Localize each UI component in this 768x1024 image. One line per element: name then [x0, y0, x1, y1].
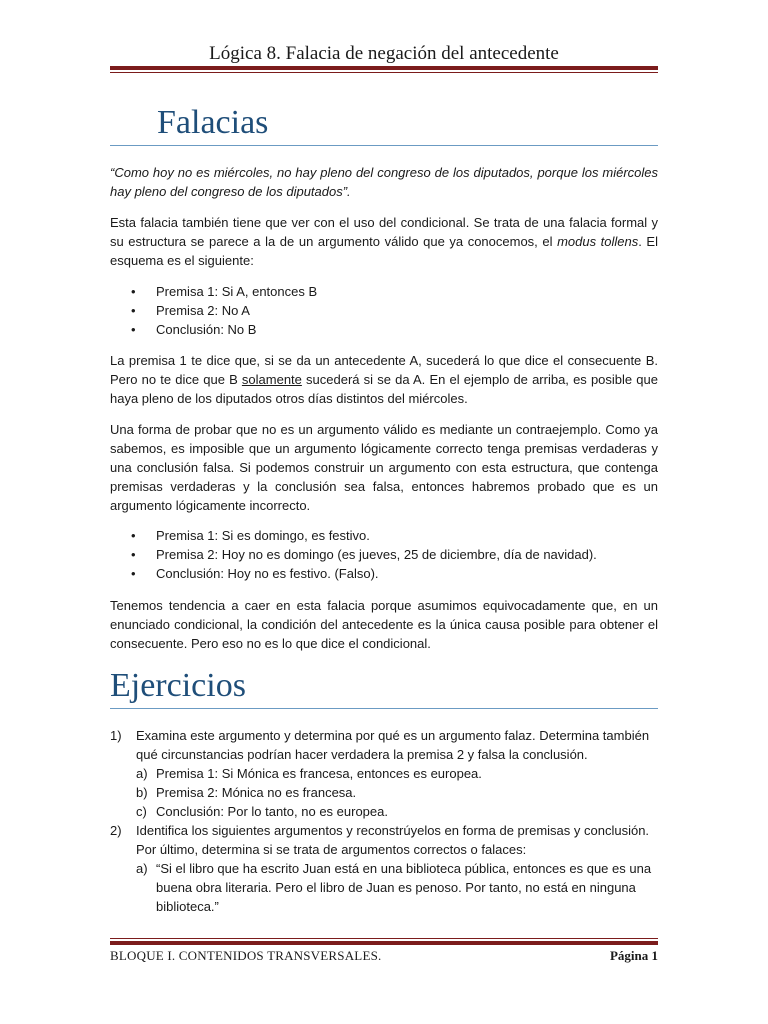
- heading-underline: [110, 145, 658, 146]
- exercise-item-2: 2) Identifica los siguientes argumentos y reconstrúyelos en forma de premisas y conclusión. Por último, determina si se trata de argumentos correctos o falaces:: [110, 823, 650, 857]
- scheme-list: [110, 282, 658, 339]
- list-item: • Premisa 2: Hoy no es domingo (es jueves, 25 de diciembre, día de navidad).: [131, 547, 597, 562]
- exercise-subitem: c) Conclusión: Por lo tanto, no es europea.: [136, 804, 388, 819]
- page-number: Página 1: [609, 948, 658, 963]
- exercise-list: [110, 726, 658, 916]
- paragraph-intro-text-2: . El esquema es el siguiente:: [110, 234, 658, 268]
- paragraph-tendency: Tenemos tendencia a caer en esta falacia porque asumimos equivocadamente que, en un enunciado condicional, la condición del antecedente es la única causa posible para obtener el consecuente. Pero eso no es lo que dice el condicional.: [110, 598, 658, 651]
- list-item: • Premisa 1: Si A, entonces B: [131, 284, 318, 299]
- paragraph-counterexample: Una forma de probar que no es un argumento válido es mediante un contraejemplo. Como ya sabemos, es imposible que un argumento lógicamente correcto tenga premisas verdaderas y una conclusión falsa. Si podemos construir un argumento con esta estructura, que contenga premisas verdaderas y la conclusión sea falsa, entonces habremos probado que es un argumento lógicamente incorrecto.: [110, 422, 658, 513]
- list-item: • Premisa 2: No A: [131, 303, 250, 318]
- paragraph-intro-text-1: Esta falacia también tiene que ver con el uso del condicional. Se trata de una falacia formal y su estructura se parece a la de un argumento válido que ya conocemos, el: [110, 215, 658, 249]
- counterexample-list: [110, 526, 658, 583]
- footer-block-label: BLOQUE I. CONTENIDOS TRANSVERSALES.: [110, 948, 382, 963]
- paragraph-intro-italic: modus tollens: [557, 234, 639, 249]
- section-heading-falacias: Falacias: [157, 104, 269, 141]
- paragraph-explanation: [110, 351, 658, 408]
- paragraph-explanation-underline: solamente: [241, 372, 302, 387]
- exercise-subitem: b) Premisa 2: Mónica no es francesa.: [136, 785, 357, 800]
- list-item: • Premisa 1: Si es domingo, es festivo.: [131, 528, 370, 543]
- footer-rule-thin: [110, 938, 658, 939]
- example-quote: “Como hoy no es miércoles, no hay pleno del congreso de los diputados, porque los miércoles hay pleno del congreso de los diputados”.: [110, 165, 658, 199]
- paragraph-explanation-text-2: sucederá si se da A. En el ejemplo de arriba, es posible que haya pleno de los diputados otros días distintos del miércoles.: [110, 372, 658, 406]
- heading-underline: [110, 708, 658, 709]
- section-heading-ejercicios: Ejercicios: [110, 667, 246, 704]
- list-item: • Conclusión: No B: [131, 322, 257, 337]
- header-rule-thick: [110, 66, 658, 70]
- header-rule-thin: [110, 72, 658, 73]
- exercise-item-1: 1) Examina este argumento y determina por qué es un argumento falaz. Determina también qué circunstancias podrían hacer verdadera la premisa 2 y falsa la conclusión.: [110, 728, 650, 762]
- header-title: Lógica 8. Falacia de negación del antecedente: [209, 43, 559, 64]
- exercise-subitem: a) “Si el libro que ha escrito Juan está en una biblioteca pública, entonces es que es una buena obra literaria. Pero el libro de Juan es penoso. Por tanto, no está en ninguna biblioteca.”: [136, 861, 652, 914]
- footer-rule-thick: [110, 941, 658, 945]
- list-item: • Conclusión: Hoy no es festivo. (Falso).: [131, 566, 379, 581]
- paragraph-intro: [110, 213, 658, 270]
- paragraph-explanation-text-1: La premisa 1 te dice que, si se da un antecedente A, sucederá lo que dice el consecuente B. Pero no te dice que B: [110, 353, 658, 387]
- exercise-subitem: a) Premisa 1: Si Mónica es francesa, entonces es europea.: [136, 766, 482, 781]
